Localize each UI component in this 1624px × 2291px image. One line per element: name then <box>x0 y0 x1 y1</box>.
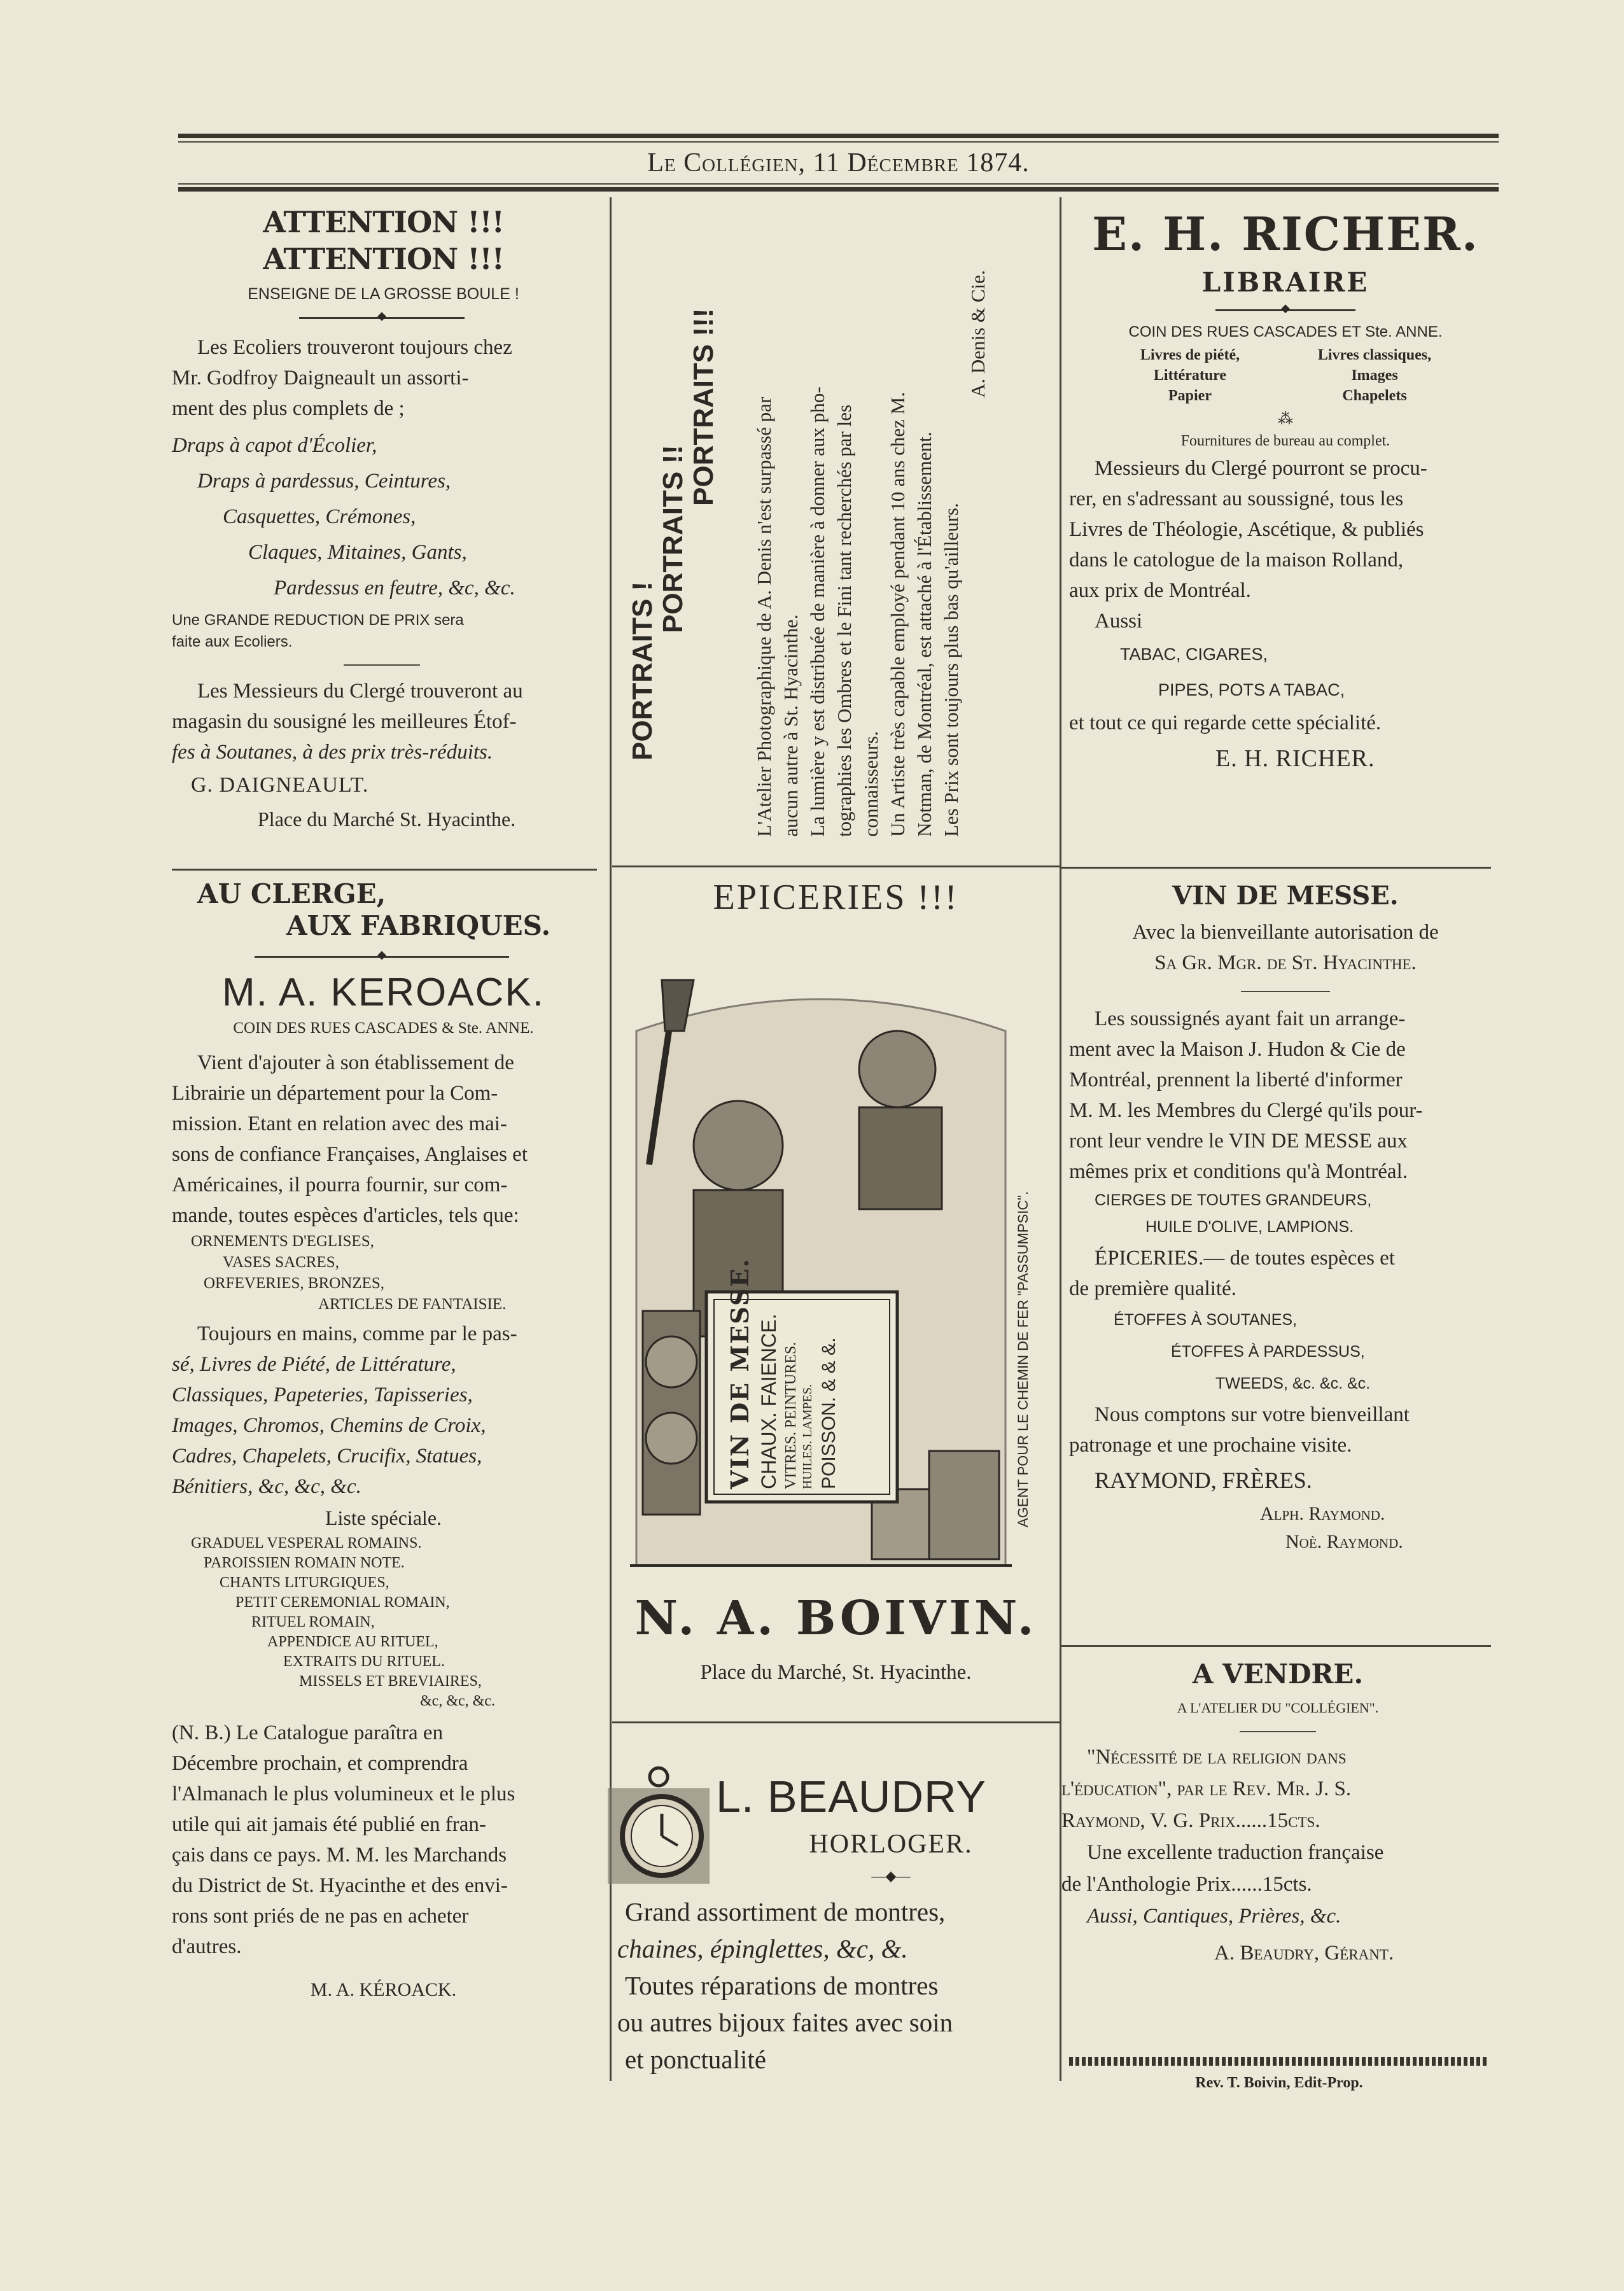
richer-stars: ⁂ <box>1278 411 1293 428</box>
masthead <box>178 148 1499 178</box>
vin-body-line: mêmes prix et conditions qu'à Montréal. <box>1069 1160 1408 1183</box>
vin-intro-line: Avec la bienveillante autorisation de <box>1132 921 1439 944</box>
portraits-line: aucun autre à St. Hyacinthe. <box>780 614 802 837</box>
richer-aussi: Aussi <box>1095 610 1143 633</box>
richer-goods <box>1069 345 1502 409</box>
keroack-nb-line: d'autres. <box>172 1935 242 1958</box>
portraits-line: Les Prix sont toujours plus bas qu'ailleurs. <box>940 503 962 837</box>
short-rule <box>344 664 420 666</box>
vendre-signature: A. Beaudry, Gérant. <box>1214 1942 1394 1965</box>
keroack-body-line: Librairie un département pour la Com- <box>172 1082 498 1105</box>
ad-a-vendre <box>1061 1655 1494 1974</box>
keroack-body2-line: sé, Livres de Piété, de Littérature, <box>172 1353 456 1376</box>
attention-item: Draps à capot d'Écolier, <box>172 434 377 457</box>
portraits-line: tographies les Ombres et le Fini tant recherchés par les <box>833 404 855 837</box>
vendre-subtitle: A L'ATELIER DU "COLLÉGIEN". <box>1177 1700 1379 1716</box>
keroack-liste-item: MISSELS ET BREVIAIRES, <box>299 1673 482 1690</box>
beaudry-body <box>617 1893 1056 2078</box>
pocket-watch-icon <box>608 1763 710 1890</box>
keroack-liste-item: &c, &c, &c. <box>420 1693 495 1709</box>
sign-line: CHAUX. FAIENCE. <box>757 1314 780 1489</box>
vendre-line: Une excellente traduction française <box>1087 1841 1384 1864</box>
attention-item: Casquettes, Crémones, <box>223 505 416 528</box>
separator-col3-bottom <box>1061 1645 1491 1647</box>
vin-body-line: Les soussignés ayant fait un arrange- <box>1095 1007 1406 1030</box>
beaudry-name: L. BEAUDRY <box>716 1772 986 1821</box>
ornament-rule <box>1215 309 1355 311</box>
keroack-heading-2: AUX FABRIQUES. <box>286 910 551 941</box>
short-rule <box>1240 1731 1316 1732</box>
beaudry-trade: HORLOGER. <box>809 1830 973 1859</box>
keroack-liste-item: PETIT CEREMONIAL ROMAIN, <box>235 1594 450 1611</box>
richer-good: Livres de piété, <box>1140 347 1240 363</box>
beaudry-line: Grand assortiment de montres, <box>625 1897 946 1926</box>
keroack-liste-item: GRADUEL VESPERAL ROMAINS. <box>191 1535 422 1552</box>
portraits-line: L'Atelier Photographique de A. Denis n'est surpassé par <box>753 396 775 837</box>
clerge-line: Les Messieurs du Clergé trouveront au <box>197 680 523 703</box>
keroack-body-line: Vient d'ajouter à son établissement de <box>197 1051 514 1074</box>
attention-item: Draps à pardessus, Ceintures, <box>197 470 451 493</box>
ornament-rule <box>255 956 509 958</box>
keroack-liste-item: APPENDICE AU RITUEL, <box>267 1634 438 1650</box>
keroack-nb-line: (N. B.) Le Catalogue paraîtra en <box>172 1721 444 1744</box>
ad-richer <box>1069 204 1502 779</box>
ad-vin-de-messe <box>1069 875 1502 1556</box>
keroack-heading-1: AU CLERGE, <box>197 878 386 909</box>
keroack-list-item: ORFEVERIES, BRONZES, <box>204 1275 385 1292</box>
reduction-line: Une GRANDE REDUCTION DE PRIX sera <box>172 612 464 629</box>
keroack-nb-line: du District de St. Hyacinthe et des envi- <box>172 1874 508 1897</box>
epiceries-title: EPICERIES !!! <box>713 878 959 917</box>
portraits-signature: A. Denis & Cie. <box>967 270 989 398</box>
masthead-bottom-rule-thin <box>178 183 1499 185</box>
clerge-line: magasin du sousigné les meilleures Étof- <box>172 710 517 733</box>
richer-fournitures: Fournitures de bureau au complet. <box>1180 433 1390 449</box>
keroack-nb-line: çais dans ce pays. M. M. les Marchands <box>172 1844 507 1867</box>
richer-item: PIPES, POTS A TABAC, <box>1158 680 1345 699</box>
keroack-body-line: Américaines, il pourra fournir, sur com- <box>172 1174 508 1196</box>
vendre-title: A VENDRE. <box>1192 1658 1364 1690</box>
footer-imprint: Rev. T. Boivin, Edit-Prop. <box>1195 2075 1363 2091</box>
vin-epiceries-line: ÉPICERIES.— de toutes espèces et <box>1095 1247 1395 1270</box>
vin-intro-line: Sa Gr. Mgr. de St. Hyacinthe. <box>1154 951 1417 974</box>
keroack-body-line: sons de confiance Françaises, Anglaises et <box>172 1143 528 1166</box>
sign-line: HUILES. LAMPES. <box>801 1384 815 1489</box>
boivin-side-text: AGENT POUR LE CHEMIN DE FER "PASSUMPSIC". <box>1015 1191 1031 1527</box>
reduction-line: faite aux Ecoliers. <box>172 633 293 650</box>
keroack-liste-item: RITUEL ROMAIN, <box>251 1614 375 1630</box>
portraits-line: La lumière y est distribuée de manière à donner aux pho- <box>806 386 829 837</box>
portraits-2: PORTRAITS !! <box>657 445 689 633</box>
sign-line: VITRES. PEINTURES. <box>783 1342 799 1489</box>
vin-item: HUILE D'OLIVE, LAMPIONS. <box>1145 1218 1354 1236</box>
vendre-line: Aussi, Cantiques, Prières, &c. <box>1087 1905 1341 1928</box>
keroack-liste-item: PAROISSIEN ROMAIN NOTE. <box>204 1555 405 1571</box>
vin-item: TWEEDS, &c. &c. &c. <box>1215 1375 1371 1392</box>
keroack-body2-line: Bénitiers, &c, &c, &c. <box>172 1475 361 1498</box>
attention-item: Pardessus en feutre, &c, &c. <box>274 577 515 599</box>
richer-body-line: aux prix de Montréal. <box>1069 579 1251 602</box>
portraits-3: PORTRAITS !!! <box>688 308 719 506</box>
attention-intro-line: ment des plus complets de ; <box>172 397 405 420</box>
vin-body-line: M. M. les Membres du Clergé qu'ils pour- <box>1069 1099 1423 1122</box>
keroack-liste-item: CHANTS LITURGIQUES, <box>220 1574 389 1591</box>
vin-signature: RAYMOND, FRÈRES. <box>1095 1468 1312 1493</box>
richer-body-line: rer, en s'adressant au soussigné, tous les <box>1069 487 1404 510</box>
richer-good: Images <box>1351 367 1398 384</box>
masthead-bottom-rule <box>178 187 1499 192</box>
boivin-name: N. A. BOIVIN. <box>634 1591 1037 1646</box>
masthead-top-rule-thin <box>178 141 1499 143</box>
vin-title: VIN DE MESSE. <box>1172 881 1399 911</box>
daigneault-address: Place du Marché St. Hyacinthe. <box>258 808 516 830</box>
richer-good: Chapelets <box>1342 388 1407 404</box>
keroack-list-item: ARTICLES DE FANTAISIE. <box>318 1296 507 1313</box>
clock-illustration <box>608 1763 710 1890</box>
keroack-list-item: VASES SACRES, <box>223 1254 339 1271</box>
vin-body-line: Montréal, prennent la liberté d'informer <box>1069 1068 1403 1091</box>
keroack-body2-line: Cadres, Chapelets, Crucifix, Statues, <box>172 1445 482 1468</box>
keroack-name: M. A. KEROACK. <box>222 970 545 1014</box>
keroack-signature: M. A. KÉROACK. <box>310 1979 457 2000</box>
vin-item: ÉTOFFES À PARDESSUS, <box>1171 1343 1365 1361</box>
decorative-border <box>1069 2057 1489 2066</box>
keroack-body2-line: Classiques, Papeteries, Tapisseries, <box>172 1384 473 1406</box>
richer-item: TABAC, CIGARES, <box>1120 645 1268 664</box>
vin-closing-line: patronage et une prochaine visite. <box>1069 1434 1352 1457</box>
beaudry-line: ou autres bijoux faites avec soin <box>617 2008 953 2037</box>
keroack-body2-line: Toujours en mains, comme par le pas- <box>197 1322 517 1345</box>
ad-keroack <box>172 878 595 2009</box>
keroack-body-line: mande, toutes espèces d'articles, tels que: <box>172 1204 519 1227</box>
separator-col3-top <box>1061 867 1491 869</box>
keroack-nb-line: Décembre prochain, et comprendra <box>172 1752 468 1775</box>
richer-body-line: dans le catologue de la maison Rolland, <box>1069 549 1404 571</box>
vin-body-line: ment avec la Maison J. Hudon & Cie de <box>1069 1038 1406 1061</box>
keroack-nb-line: l'Almanach le plus volumineux et le plus <box>172 1783 515 1805</box>
richer-location: COIN DES RUES CASCADES ET Ste. ANNE. <box>1128 323 1443 340</box>
richer-body-line: Livres de Théologie, Ascétique, & publiés <box>1069 518 1424 541</box>
beaudry-line: chaines, épinglettes, &c, &. <box>617 1934 908 1963</box>
daigneault-signature: G. DAIGNEAULT. <box>191 773 369 797</box>
attention-intro-line: Les Ecoliers trouveront toujours chez <box>197 336 512 359</box>
vin-item: CIERGES DE TOUTES GRANDEURS, <box>1095 1191 1372 1209</box>
keroack-location: COIN DES RUES CASCADES & Ste. ANNE. <box>233 1019 534 1037</box>
richer-name: E. H. RICHER. <box>1092 207 1479 261</box>
separator-col1 <box>172 869 597 871</box>
keroack-nb-line: rons sont priés de ne pas en acheter <box>172 1905 469 1928</box>
vin-closing-line: Nous comptons sur votre bienveillant <box>1095 1403 1410 1426</box>
keroack-nb-line: utile qui ait jamais été publié en fran- <box>172 1813 486 1836</box>
beaudry-line: et ponctualité <box>625 2045 766 2074</box>
attention-title: ATTENTION !!! ATTENTION !!! <box>263 205 504 276</box>
keroack-body2-line: Images, Chromos, Chemins de Croix, <box>172 1414 486 1437</box>
beaudry-ornament: —◆— <box>871 1868 911 1884</box>
portraits-line: Un Artiste très capable employé pendant 10 ans chez M. <box>886 392 909 837</box>
vin-item: ÉTOFFES À SOUTANES, <box>1114 1311 1298 1329</box>
attention-intro-line: Mr. Godfroy Daigneault un assorti- <box>172 367 469 389</box>
portraits-1: PORTRAITS ! <box>627 581 658 760</box>
sign-line: POISSON. & & &. <box>818 1337 839 1489</box>
keroack-list-item: ORNEMENTS D'EGLISES, <box>191 1233 374 1250</box>
separator-col2-bottom <box>612 1721 1060 1723</box>
richer-body-line: Messieurs du Clergé pourront se procu- <box>1095 457 1427 480</box>
ornament-rule <box>299 317 465 319</box>
portraits-line: connaisseurs. <box>860 731 882 837</box>
keroack-body-line: mission. Etant en relation avec des mai- <box>172 1112 507 1135</box>
keroack-liste-title: Liste spéciale. <box>325 1506 442 1529</box>
attention-item: Claques, Mitaines, Gants, <box>248 541 467 564</box>
portraits-text-block <box>751 270 991 837</box>
short-rule <box>1241 991 1330 992</box>
masthead-top-rule <box>178 134 1499 138</box>
masthead-text: Le Collégien, 11 Décembre 1874. <box>647 148 1030 178</box>
portraits-line: Notman, de Montréal, est attaché à l'Établissement. <box>913 431 935 837</box>
vendre-line: "Nécessité de la religion dans <box>1087 1746 1347 1769</box>
vin-epiceries-line: de première qualité. <box>1069 1277 1236 1300</box>
boivin-engraving <box>630 955 1012 1572</box>
separator-col2-top <box>612 865 1060 867</box>
richer-good: Livres classiques, <box>1317 347 1432 363</box>
vendre-line: de l'Anthologie Prix......15cts. <box>1061 1873 1312 1896</box>
richer-signature: E. H. RICHER. <box>1215 745 1375 772</box>
keroack-liste-item: EXTRAITS DU RITUEL. <box>283 1653 445 1670</box>
beaudry-line: Toutes réparations de montres <box>625 1971 939 2000</box>
vin-body-line: ront leur vendre le VIN DE MESSE aux <box>1069 1130 1408 1153</box>
clerge-line: fes à Soutanes, à des prix très-réduits. <box>172 741 493 764</box>
sign-vin-de-messe: VIN DE MESSE. <box>725 1258 754 1489</box>
vin-name: Alph. Raymond. <box>1260 1503 1385 1524</box>
richer-good: Papier <box>1168 388 1212 404</box>
vendre-line: l'éducation", par le Rev. Mr. J. S. <box>1061 1777 1352 1800</box>
ad-portraits <box>614 200 1056 862</box>
vin-name: Noè. Raymond. <box>1285 1531 1403 1552</box>
vendre-line: Raymond, V. G. Prix......15cts. <box>1061 1809 1320 1832</box>
richer-good: Littérature <box>1153 367 1227 384</box>
attention-subtitle: ENSEIGNE DE LA GROSSE BOULE ! <box>248 285 519 303</box>
richer-trade: LIBRAIRE <box>1201 267 1369 298</box>
ad-daigneault <box>172 204 595 835</box>
boivin-address: Place du Marché, St. Hyacinthe. <box>700 1661 972 1684</box>
richer-closing: et tout ce qui regarde cette spécialité. <box>1069 711 1382 734</box>
